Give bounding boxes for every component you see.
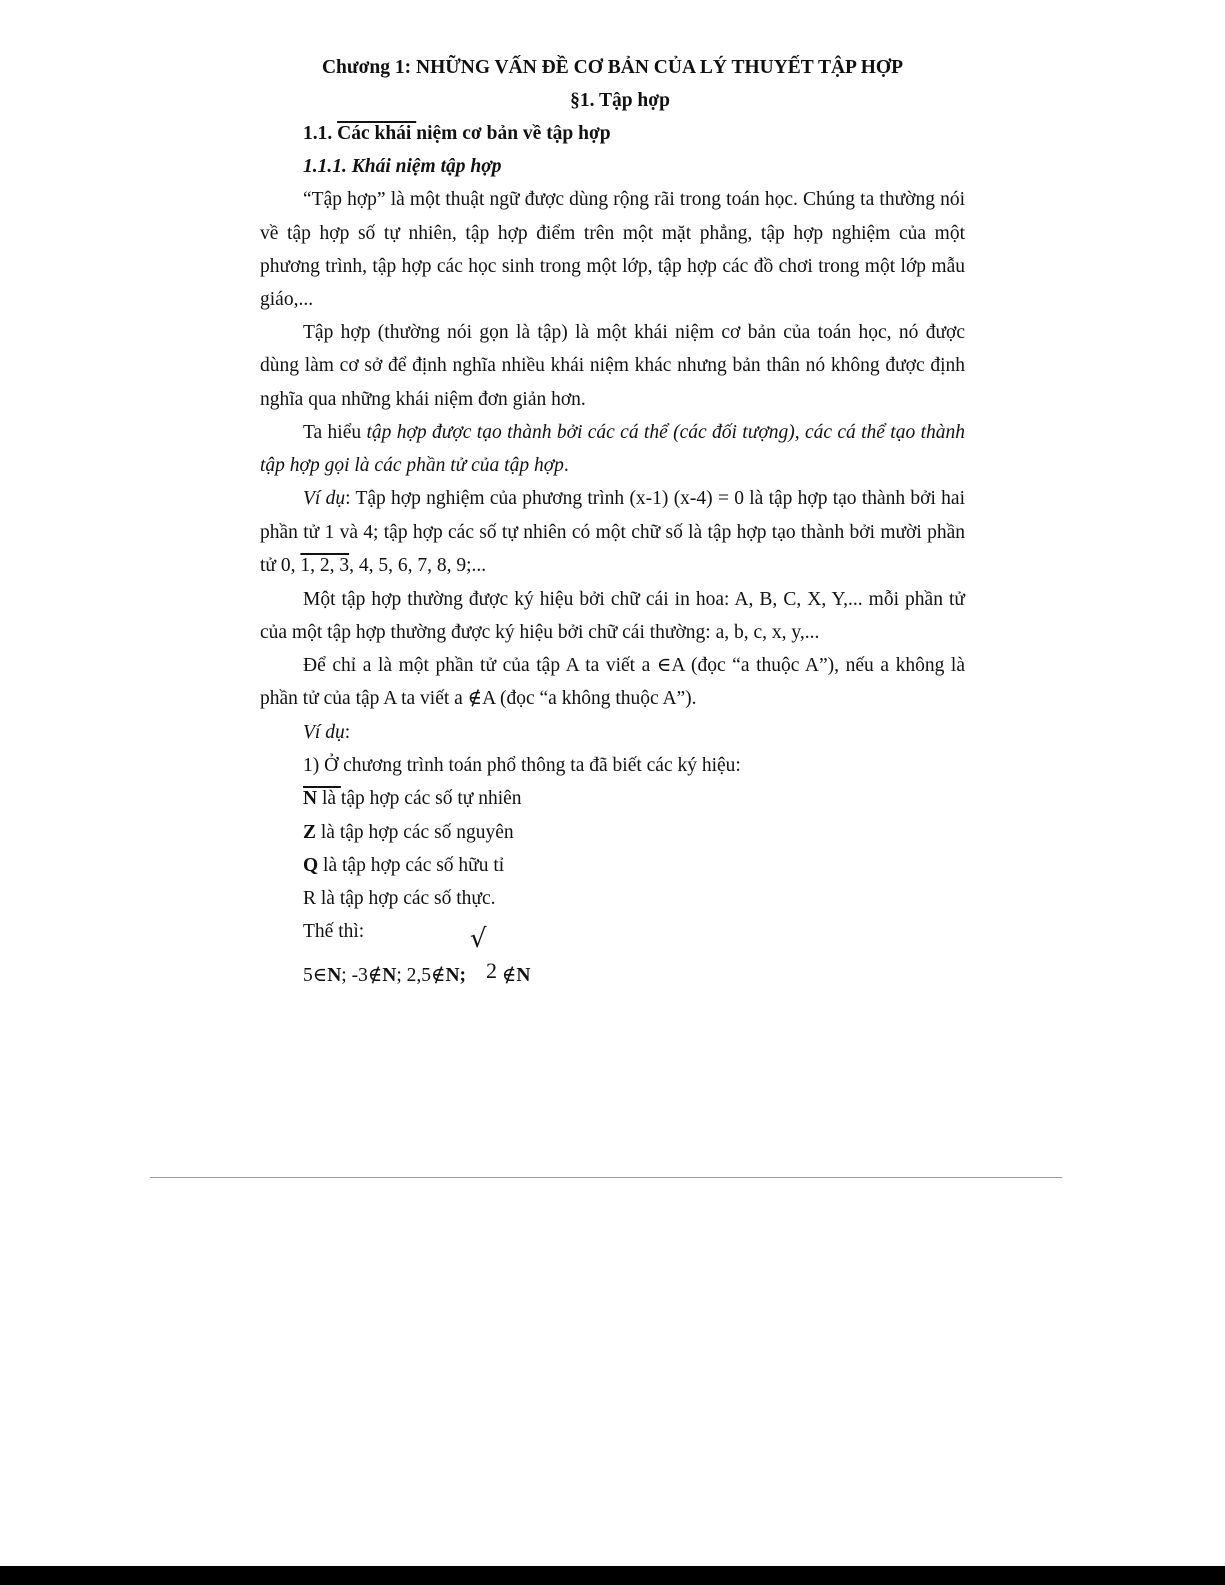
set-n-line [303,787,522,811]
p3-line-2 [260,454,569,478]
p2-line-3: nghĩa qua những khái niệm đơn giản hơn. [260,389,586,410]
subsection-title [303,122,611,146]
member-n-3: N; [445,965,467,986]
p3-line-1 [303,421,965,445]
p3-italic-2: tập hợp gọi là các phần tử của tập hợp [260,455,564,476]
member-sqrt2: 2 [486,958,498,983]
member-n-1: N [327,965,342,986]
subsection-rest: niệm cơ bản về tập hợp [416,123,611,144]
p4-line3-overlined: 1, 2, 3 [300,555,350,576]
p4-text-1: : Tập hợp nghiệm của phương trình (x-1) (x-4) = 0 là tập hợp tạo thành bởi hai [345,488,965,509]
page-bottom-edge [0,1566,1225,1585]
p3-end: . [563,455,569,476]
p2-line-2: dùng làm cơ sở để định nghĩa nhiều khái niệm khác nhưng bản thân nó không được định [260,355,965,376]
p4-line-2: phần tử 1 và 4; tập hợp các số tự nhiên có một chữ số là tập hợp tạo thành bởi mười phần [260,522,965,543]
set-q-symbol: Q [303,855,319,876]
set-n-symbol: $\overline{N}$ [303,788,318,809]
then-line: Thế thì: [303,921,365,942]
p1-line-3: phương trình, tập hợp các học sinh trong một lớp, tập hợp các đồ chơi trong một lớp mẫu [260,256,965,277]
member-2-5: ; 2,5∉ [396,965,446,986]
p2-line-1: Tập hợp (thường nói gọn là tập) là một khái niệm cơ bản của toán học, nó được [303,322,965,343]
example-label: Ví dụ [303,722,345,743]
example-1: 1) Ở chương trình toán phổ thông ta đã biết các ký hiệu: [303,755,741,776]
p4-line3-c: , 4, 5, 6, 7, 8, 9;... [349,555,487,576]
p6-line-2: phần tử của tập A ta viết a ∉A (đọc “a không thuộc A”). [260,688,697,709]
set-n-mid: là [317,788,341,809]
p1-line-1: “Tập hợp” là một thuật ngữ được dùng rộng rãi trong toán học. Chúng ta thường nói [303,189,965,210]
member-n-4: N [516,965,531,986]
member-notin: ∉ [497,965,517,986]
p5-line-2: của một tập hợp thường được ký hiệu bởi chữ cái thường: a, b, c, x, y,... [260,622,820,643]
p5-line-1: Một tập hợp thường được ký hiệu bởi chữ cái in hoa: A, B, C, X, Y,... mỗi phần tử [303,589,965,610]
member-5: 5∈ [303,965,328,986]
p4-line-1 [303,487,965,511]
p3-lead: Ta hiểu [303,422,367,443]
set-z-line [303,821,514,845]
p4-label: Ví dụ [303,488,346,509]
sqrt-sign: √ [470,924,487,954]
member-minus3: ; -3∉ [341,965,383,986]
p1-line-2: về tập hợp số tự nhiên, tập hợp điểm trên một mặt phẳng, tập hợp nghiệm của một [260,223,965,244]
subsection-number: 1.1. [303,123,338,144]
p4-line-3 [260,554,486,578]
subsubsection-title: 1.1.1. Khái niệm tập hợp [303,156,502,177]
horizontal-divider [150,1177,1062,1178]
set-r-line: R là tập hợp các số thực. [303,888,496,909]
membership-line [303,958,531,988]
set-q-line [303,854,504,878]
chapter-title: Chương 1: NHỮNG VẤN ĐỀ CƠ BẢN CỦA LÝ THUYẾT TẬP HỢP [321,57,904,78]
example-colon: : [344,722,351,743]
example-heading [303,721,350,745]
subsection-overlined-text: Các khái [337,123,417,144]
set-q-rest: là tập hợp các số hữu tỉ [318,855,505,876]
p3-italic-1: tập hợp được tạo thành bởi các cá thể (các đối tượng), các cá thể tạo thành [366,422,965,443]
set-z-symbol: Z [303,822,317,843]
p1-line-4: giáo,... [260,289,314,310]
p6-line-1: Để chỉ a là một phần tử của tập A ta viết a ∈A (đọc “a thuộc A”), nếu a không là [303,655,965,676]
p4-line3-a: tử 0, [260,555,301,576]
set-n-rest: tập hợp các số tự nhiên [340,788,522,809]
member-n-2: N [382,965,397,986]
set-z-rest: là tập hợp các số nguyên [316,822,514,843]
section-title: §1. Tập hợp [570,90,670,111]
